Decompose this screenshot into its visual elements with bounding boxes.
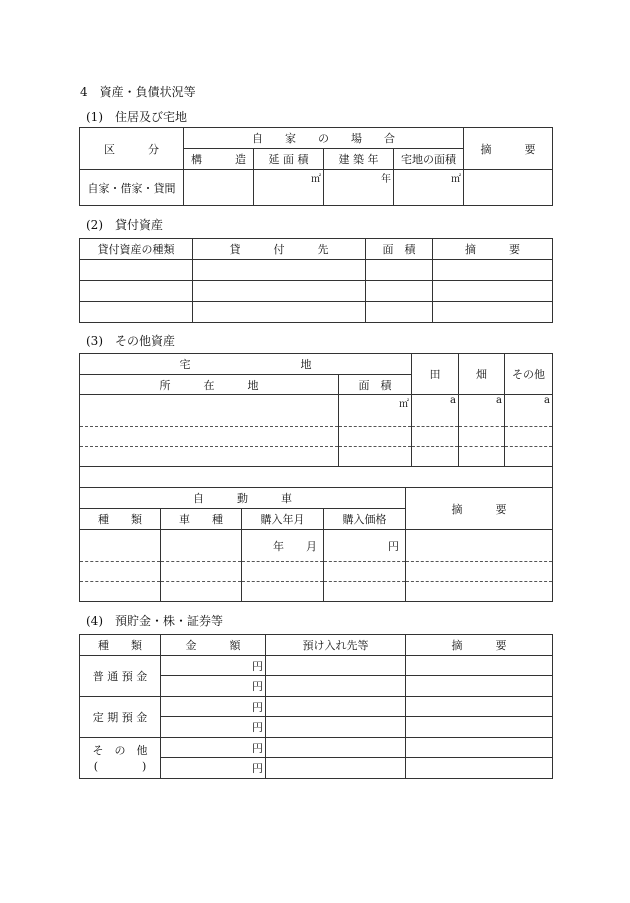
jika-group-header: 自 家 の 場 合 xyxy=(184,128,464,149)
buy-price-cell[interactable] xyxy=(324,530,406,562)
note-cell[interactable] xyxy=(406,697,553,717)
buy-price-cell[interactable] xyxy=(324,562,406,582)
kouzou-cell[interactable] xyxy=(184,170,254,206)
unit-year: 年 xyxy=(381,174,391,185)
sonota-header: その他 xyxy=(505,354,553,395)
unit-yen: 円 xyxy=(252,721,263,734)
residence-type-label: 自家・借家・貸間 xyxy=(80,170,184,206)
amount-cell[interactable] xyxy=(161,676,266,697)
note-cell[interactable] xyxy=(406,656,553,676)
lend-cell[interactable] xyxy=(366,260,433,281)
buy-date-header: 購入年月 xyxy=(242,509,324,530)
section-2-heading: (2) 貸付資産 xyxy=(86,218,163,232)
car-model-cell[interactable] xyxy=(161,582,242,602)
section-4-heading: (4) 預貯金・株・証券等 xyxy=(86,614,223,628)
car-kind-cell[interactable] xyxy=(80,562,161,582)
savings-table xyxy=(79,634,553,779)
savings-amount-header: 金 額 xyxy=(161,635,266,656)
lend-note-header: 摘 要 xyxy=(433,239,553,260)
amount-cell[interactable] xyxy=(161,656,266,676)
buy-date-cell[interactable] xyxy=(242,530,324,562)
unit-yen: 円 xyxy=(388,539,399,553)
unit-a: a xyxy=(450,395,456,406)
hatake-cell[interactable] xyxy=(459,427,505,447)
sonota-label xyxy=(80,738,161,779)
car-tekiyou-cell[interactable] xyxy=(406,562,553,582)
kubun-header: 区 分 xyxy=(80,128,184,170)
amount-cell[interactable] xyxy=(161,697,266,717)
unit-yen: 円 xyxy=(252,659,263,673)
unit-yen: 円 xyxy=(252,700,263,714)
land-address-cell[interactable] xyxy=(80,447,339,467)
car-kind-header: 種 類 xyxy=(80,509,161,530)
car-tekiyou-cell[interactable] xyxy=(406,582,553,602)
lend-cell[interactable] xyxy=(193,302,366,323)
amount-cell[interactable] xyxy=(161,758,266,779)
section-1-heading: (1) 住居及び宅地 xyxy=(86,110,187,124)
bank-cell[interactable] xyxy=(266,758,406,779)
unit-m2: ㎡ xyxy=(311,174,321,185)
takuchi-cell[interactable] xyxy=(394,170,464,206)
ta-cell[interactable] xyxy=(412,395,459,427)
amount-cell[interactable] xyxy=(161,717,266,738)
car-kind-cell[interactable] xyxy=(80,530,161,562)
bank-cell[interactable] xyxy=(266,656,406,676)
lend-cell[interactable] xyxy=(193,281,366,302)
land-address-cell[interactable] xyxy=(80,427,339,447)
sonota-cell[interactable] xyxy=(505,427,553,447)
buy-date-cell[interactable] xyxy=(242,562,324,582)
car-model-cell[interactable] xyxy=(161,562,242,582)
lend-cell[interactable] xyxy=(433,302,553,323)
hatake-cell[interactable] xyxy=(459,447,505,467)
unit-yen: 円 xyxy=(252,741,263,755)
menseki-header: 面 積 xyxy=(339,375,412,395)
savings-kind-header: 種 類 xyxy=(80,635,161,656)
land-area-cell[interactable] xyxy=(339,395,412,427)
kenchiku-header: 建 築 年 xyxy=(324,149,394,170)
unit-m2: ㎡ xyxy=(451,174,461,185)
lend-cell[interactable] xyxy=(433,281,553,302)
land-area-cell[interactable] xyxy=(339,447,412,467)
unit-m2: ㎡ xyxy=(399,399,409,410)
shozaichi-header: 所 在 地 xyxy=(80,375,339,395)
savings-bank-header: 預け入れ先等 xyxy=(266,635,406,656)
sonota-text: そ の 他 xyxy=(92,744,148,757)
lend-cell[interactable] xyxy=(366,281,433,302)
car-table xyxy=(79,487,553,602)
ta-cell[interactable] xyxy=(412,447,459,467)
lend-cell[interactable] xyxy=(80,260,193,281)
kenchiku-cell[interactable] xyxy=(324,170,394,206)
bank-cell[interactable] xyxy=(266,697,406,717)
note-cell[interactable] xyxy=(406,738,553,758)
bank-cell[interactable] xyxy=(266,676,406,697)
car-tekiyou-header: 摘 要 xyxy=(406,488,553,530)
lend-cell[interactable] xyxy=(193,260,366,281)
hatake-cell[interactable] xyxy=(459,395,505,427)
nobe-cell[interactable] xyxy=(254,170,324,206)
unit-yen: 円 xyxy=(252,680,263,693)
unit-a: a xyxy=(496,395,502,406)
lending-table xyxy=(79,238,553,323)
car-model-cell[interactable] xyxy=(161,530,242,562)
lend-kind-header: 貸付資産の種類 xyxy=(80,239,193,260)
lend-cell[interactable] xyxy=(80,302,193,323)
note-cell[interactable] xyxy=(406,676,553,697)
land-blank-row xyxy=(80,467,553,488)
kouzou-header: 構 造 xyxy=(184,149,254,170)
teiki-label: 定 期 預 金 xyxy=(80,697,161,738)
sonota-paren: ( ) xyxy=(93,760,147,773)
tekiyou-cell[interactable] xyxy=(464,170,553,206)
land-address-cell[interactable] xyxy=(80,395,339,427)
note-cell[interactable] xyxy=(406,758,553,779)
unit-yen: 円 xyxy=(252,762,263,775)
bank-cell[interactable] xyxy=(266,717,406,738)
savings-note-header: 摘 要 xyxy=(406,635,553,656)
amount-cell[interactable] xyxy=(161,738,266,758)
buy-price-header: 購入価格 xyxy=(324,509,406,530)
car-kind-cell[interactable] xyxy=(80,582,161,602)
lend-cell[interactable] xyxy=(80,281,193,302)
futsu-label: 普 通 預 金 xyxy=(80,656,161,697)
car-model-header: 車 種 xyxy=(161,509,242,530)
takuchi-header: 宅 地 xyxy=(80,354,412,375)
lend-dest-header: 貸 付 先 xyxy=(193,239,366,260)
lend-cell[interactable] xyxy=(433,260,553,281)
car-group-header: 自 動 車 xyxy=(80,488,406,509)
ta-header: 田 xyxy=(412,354,459,395)
takuchi-menseki-header: 宅地の面積 xyxy=(394,149,464,170)
section-title: 4 資産・負債状況等 xyxy=(80,85,196,99)
section-3-heading: (3) その他資産 xyxy=(86,334,175,348)
tekiyou-header: 摘 要 xyxy=(464,128,553,170)
buy-date-cell[interactable] xyxy=(242,582,324,602)
lend-cell[interactable] xyxy=(366,302,433,323)
residence-table xyxy=(79,127,553,206)
buy-price-cell[interactable] xyxy=(324,582,406,602)
sonota-cell[interactable] xyxy=(505,395,553,427)
note-cell[interactable] xyxy=(406,717,553,738)
lend-area-header: 面 積 xyxy=(366,239,433,260)
nobe-header: 延 面 積 xyxy=(254,149,324,170)
land-table xyxy=(79,353,553,488)
ta-cell[interactable] xyxy=(412,427,459,447)
sonota-cell[interactable] xyxy=(505,447,553,467)
bank-cell[interactable] xyxy=(266,738,406,758)
hatake-header: 畑 xyxy=(459,354,505,395)
land-area-cell[interactable] xyxy=(339,427,412,447)
car-tekiyou-cell[interactable] xyxy=(406,530,553,562)
unit-year-month: 年 月 xyxy=(273,539,317,553)
unit-a: a xyxy=(544,395,550,406)
